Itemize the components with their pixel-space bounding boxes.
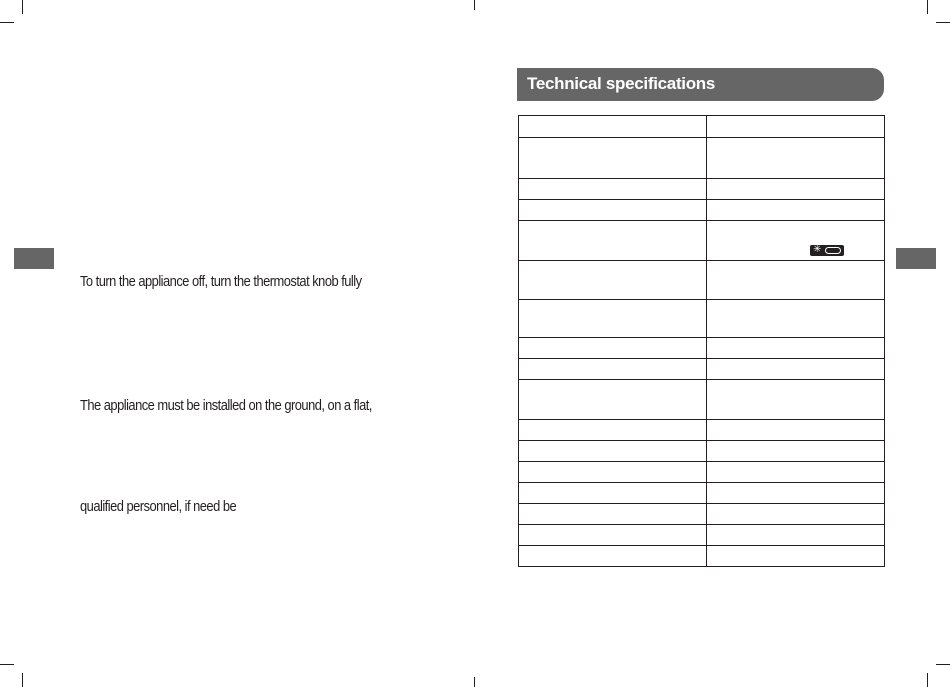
table-row bbox=[519, 441, 885, 462]
table-row bbox=[519, 338, 885, 359]
table-cell bbox=[519, 525, 707, 546]
section-title: Technical specifications bbox=[527, 74, 716, 93]
table-cell bbox=[707, 483, 885, 504]
table-cell bbox=[519, 420, 707, 441]
table-row bbox=[519, 504, 885, 525]
table-cell bbox=[519, 300, 707, 338]
table-cell bbox=[519, 200, 707, 221]
section-header bbox=[517, 68, 884, 101]
crop-mark bbox=[22, 673, 23, 687]
table-cell bbox=[707, 420, 885, 441]
table-row bbox=[519, 380, 885, 420]
table-cell bbox=[519, 380, 707, 420]
table-cell bbox=[707, 380, 885, 420]
table-row bbox=[519, 138, 885, 179]
table-cell bbox=[707, 359, 885, 380]
crop-mark bbox=[927, 673, 928, 687]
spec-table bbox=[518, 115, 885, 567]
table-row bbox=[519, 546, 885, 567]
table-row bbox=[519, 483, 885, 504]
right-thumb-tab bbox=[896, 248, 936, 269]
table-row bbox=[519, 525, 885, 546]
table-cell bbox=[519, 221, 707, 261]
table-cell bbox=[519, 138, 707, 179]
crop-mark bbox=[936, 664, 950, 665]
table-cell bbox=[519, 179, 707, 200]
table-cell bbox=[519, 261, 707, 300]
table-row bbox=[519, 420, 885, 441]
body-text-line: The appliance must be installed on the ground, on a flat, bbox=[80, 397, 372, 414]
table-cell bbox=[707, 221, 885, 261]
snowflake-mode-icon: ✳ bbox=[810, 245, 844, 256]
body-text-line: To turn the appliance off, turn the thermostat knob fully bbox=[80, 273, 362, 290]
crop-mark bbox=[927, 0, 928, 14]
crop-mark bbox=[474, 677, 475, 687]
table-cell bbox=[519, 116, 707, 138]
table-cell bbox=[707, 441, 885, 462]
crop-mark bbox=[936, 22, 950, 23]
table-cell bbox=[707, 200, 885, 221]
table-cell bbox=[707, 261, 885, 300]
table-cell bbox=[707, 525, 885, 546]
table-row bbox=[519, 116, 885, 138]
table-cell bbox=[707, 504, 885, 525]
crop-mark bbox=[0, 22, 14, 23]
table-cell bbox=[707, 138, 885, 179]
table-cell bbox=[519, 462, 707, 483]
table-row bbox=[519, 261, 885, 300]
crop-mark bbox=[22, 0, 23, 14]
table-cell bbox=[707, 179, 885, 200]
table-row bbox=[519, 359, 885, 380]
body-text-line: qualified personnel, if need be bbox=[80, 498, 237, 515]
table-cell bbox=[707, 462, 885, 483]
table-cell bbox=[519, 546, 707, 567]
table-cell bbox=[519, 504, 707, 525]
table-row bbox=[519, 300, 885, 338]
table-row bbox=[519, 462, 885, 483]
left-thumb-tab bbox=[14, 248, 54, 269]
table-cell bbox=[707, 116, 885, 138]
table-row bbox=[519, 221, 885, 261]
crop-mark bbox=[474, 0, 475, 10]
table-cell bbox=[707, 546, 885, 567]
table-row bbox=[519, 200, 885, 221]
table-cell bbox=[707, 338, 885, 359]
table-cell bbox=[707, 300, 885, 338]
table-cell bbox=[519, 441, 707, 462]
crop-mark bbox=[0, 664, 14, 665]
table-row bbox=[519, 179, 885, 200]
table-cell bbox=[519, 483, 707, 504]
table-cell bbox=[519, 359, 707, 380]
table-cell bbox=[519, 338, 707, 359]
